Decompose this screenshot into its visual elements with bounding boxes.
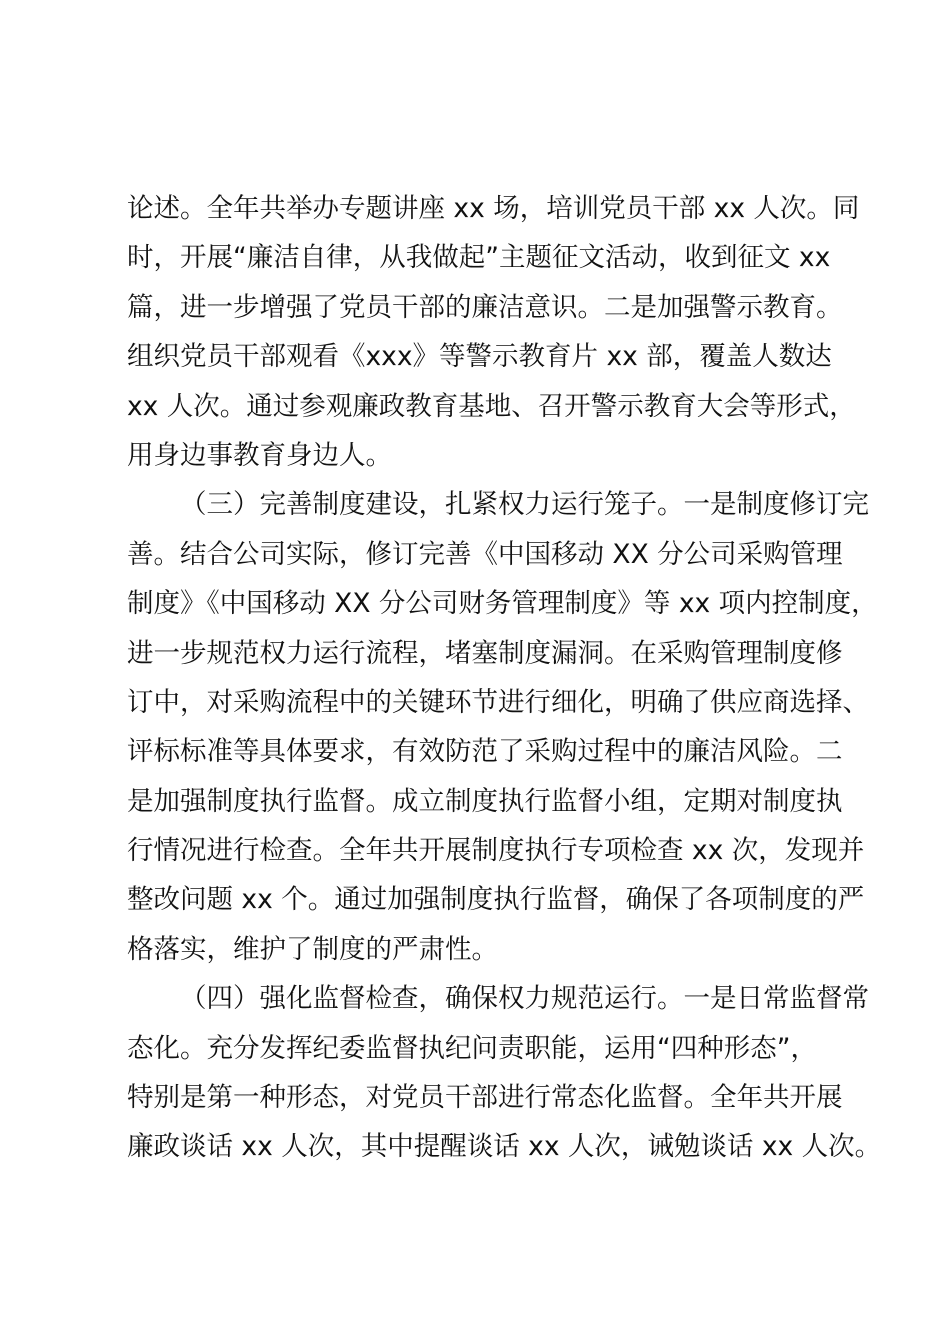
- text-line: 论述。全年共举办专题讲座 xx 场，培训党员干部 xx 人次。同: [127, 193, 860, 224]
- text-line: 善。结合公司实际，修订完善《中国移动 XX 分公司采购管理: [127, 538, 843, 570]
- text-line: xx 人次。通过参观廉政教育基地、召开警示教育大会等形式，: [127, 390, 856, 422]
- text-line: 订中，对采购流程中的关键环节进行细化，明确了供应商选择、: [127, 686, 869, 718]
- text-line: 制度》《中国移动 XX 分公司财务管理制度》等 xx 项内控制度，: [127, 588, 878, 620]
- text-line: 廉政谈话 xx 人次，其中提醒谈话 xx 人次，诫勉谈话 xx 人次。: [127, 1131, 882, 1163]
- body-text: [127, 184, 882, 1172]
- text-line: 格落实，维护了制度的严肃性。: [127, 933, 498, 965]
- text-line: 篇，进一步增强了党员干部的廉洁意识。二是加强警示教育。: [127, 291, 843, 323]
- text-line: 时，开展“廉洁自律，从我做起”主题征文活动，收到征文 xx: [127, 242, 831, 274]
- text-line: 用身边事教育身边人。: [127, 439, 392, 471]
- text-line: 行情况进行检查。全年共开展制度执行专项检查 xx 次，发现并: [127, 835, 865, 867]
- text-line: 是加强制度执行监督。成立制度执行监督小组，定期对制度执: [127, 785, 843, 817]
- text-line: 组织党员干部观看《xxx》等警示教育片 xx 部，覆盖人数达: [127, 341, 832, 373]
- text-line: 评标标准等具体要求，有效防范了采购过程中的廉洁风险。二: [127, 736, 843, 768]
- paragraph-heading-three: （三）完善制度建设，扎紧权力运行笼子。一是制度修订完: [180, 489, 869, 521]
- text-line: 整改问题 xx 个。通过加强制度执行监督，确保了各项制度的严: [127, 884, 865, 916]
- text-line: 进一步规范权力运行流程，堵塞制度漏洞。在采购管理制度修: [127, 637, 843, 669]
- text-line: 态化。充分发挥纪委监督执纪问责职能，运用“四种形态”，: [127, 1032, 817, 1064]
- text-line: 特别是第一种形态，对党员干部进行常态化监督。全年共开展: [127, 1082, 843, 1114]
- paragraph-heading-four: （四）强化监督检查，确保权力规范运行。一是日常监督常: [180, 983, 869, 1015]
